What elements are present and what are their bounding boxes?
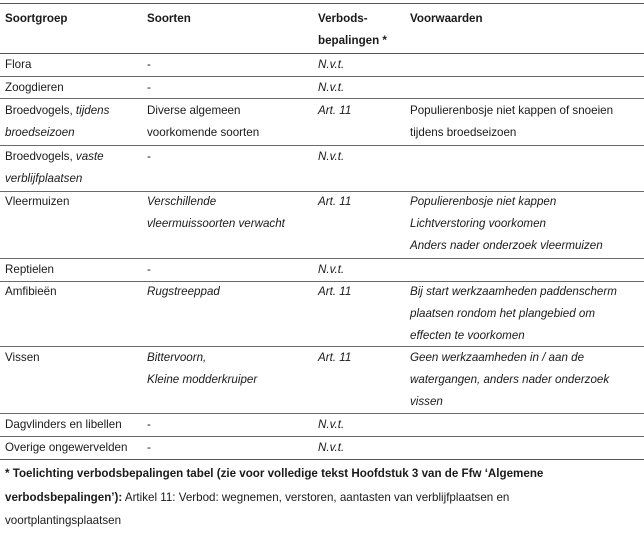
cell-group: Reptielen — [5, 263, 54, 276]
cell-art: Art. 11 — [318, 285, 352, 298]
header-soorten: Soorten — [147, 12, 191, 25]
cell-condition: Bij start werkzaamheden paddenscherm — [410, 285, 617, 298]
cell-condition: Populierenbosje niet kappen — [410, 195, 557, 208]
cell-group-line2: verblijfplaatsen — [5, 172, 83, 185]
cell-group: Broedvogels, vaste — [5, 150, 104, 163]
cell-condition: effecten te voorkomen — [410, 329, 525, 342]
footnote-bold-line1: * Toelichting verbodsbepalingen tabel (zie voor volledige tekst Hoofdstuk 3 van de Ffw ‘Algemene — [5, 467, 544, 480]
cell-condition: vissen — [410, 395, 443, 408]
cell-species: Rugstreeppad — [147, 285, 220, 298]
header-soortgroep: Soortgroep — [5, 12, 68, 25]
cell-species: - — [147, 441, 151, 454]
cell-species: Diverse algemeen — [147, 104, 241, 117]
cell-group: Zoogdieren — [5, 81, 64, 94]
cell-group-line2: broedseizoen — [5, 126, 75, 139]
cell-art: Art. 11 — [318, 104, 352, 117]
cell-art: N.v.t. — [318, 81, 345, 94]
cell-species: - — [147, 81, 151, 94]
cell-group: Overige ongewervelden — [5, 441, 128, 454]
cell-condition: Geen werkzaamheden in / aan de — [410, 351, 585, 364]
cell-species: - — [147, 263, 151, 276]
cell-art: Art. 11 — [318, 195, 352, 208]
cell-species: - — [147, 58, 151, 71]
cell-species: Verschillende — [147, 195, 217, 208]
cell-species: voorkomende soorten — [147, 126, 260, 139]
cell-species: - — [147, 150, 151, 163]
header-verbods-line1: Verbods- — [318, 12, 368, 25]
footnote-text-line3: voortplantingsplaatsen — [5, 514, 122, 527]
header-voorwaarden: Voorwaarden — [410, 12, 483, 25]
cell-species: vleermuissoorten verwacht — [147, 217, 285, 230]
footnote-bold-line2: verbodsbepalingen’): — [5, 490, 123, 504]
cell-group: Dagvlinders en libellen — [5, 418, 122, 431]
cell-group: Amfibieën — [5, 285, 57, 298]
cell-species: - — [147, 418, 151, 431]
cell-condition: Anders nader onderzoek vleermuizen — [410, 239, 603, 252]
cell-art: N.v.t. — [318, 418, 345, 431]
cell-group: Broedvogels, tijdens — [5, 104, 110, 117]
cell-art: N.v.t. — [318, 150, 345, 163]
cell-group: Vleermuizen — [5, 195, 70, 208]
table-bottom-rule — [0, 459, 644, 460]
cell-group: Flora — [5, 58, 32, 71]
cell-art: N.v.t. — [318, 263, 345, 276]
cell-condition: Populierenbosje niet kappen of snoeien — [410, 104, 614, 117]
cell-condition: watergangen, anders nader onderzoek — [410, 373, 610, 386]
table-top-rule — [0, 3, 644, 4]
cell-species: Kleine modderkruiper — [147, 373, 258, 386]
cell-species: Bittervoorn, — [147, 351, 207, 364]
cell-art: Art. 11 — [318, 351, 352, 364]
cell-art: N.v.t. — [318, 58, 345, 71]
cell-condition: plaatsen rondom het plangebied om — [410, 307, 595, 320]
cell-condition: Lichtverstoring voorkomen — [410, 217, 546, 230]
header-verbods-line2: bepalingen * — [318, 34, 387, 47]
cell-group: Vissen — [5, 351, 40, 364]
footnote-text: Artikel 11: Verbod: wegnemen, verstoren, aantasten van verblijfplaatsen en — [122, 490, 510, 504]
cell-condition: tijdens broedseizoen — [410, 126, 517, 139]
cell-art: N.v.t. — [318, 441, 345, 454]
table-footnote — [5, 462, 635, 533]
